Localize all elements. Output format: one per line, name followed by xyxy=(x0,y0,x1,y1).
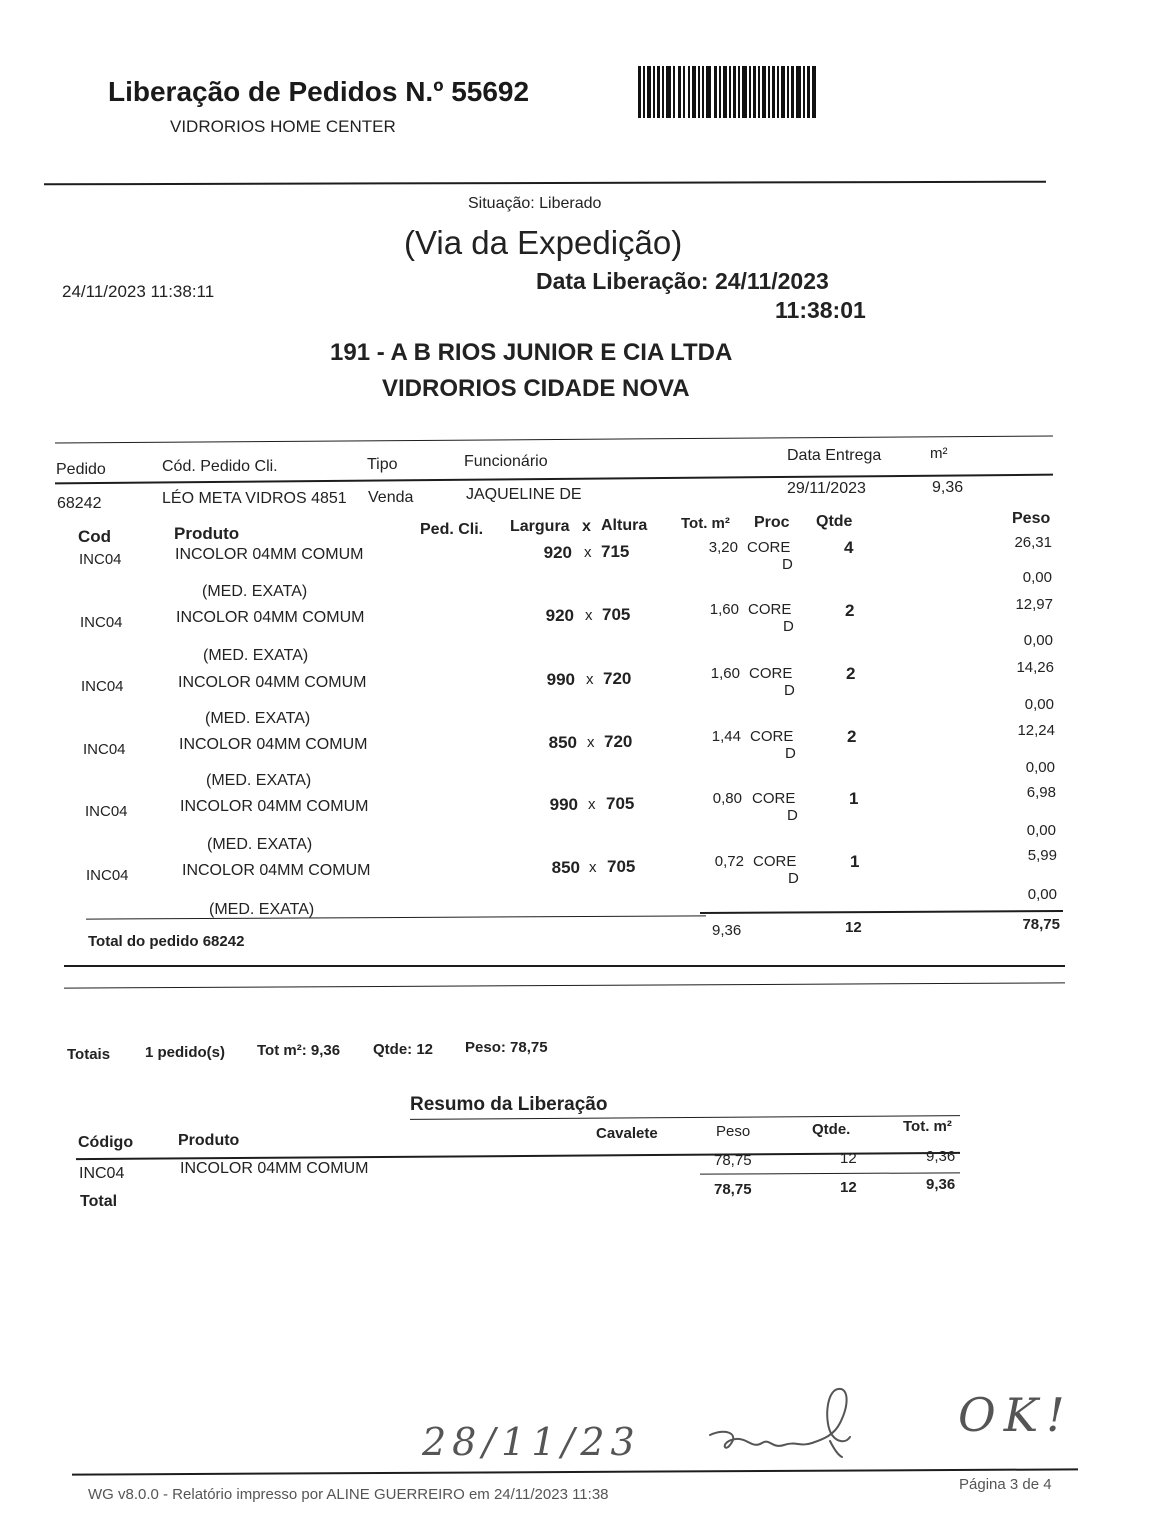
item-largura: 920 xyxy=(543,543,572,562)
item-qtde: 1 xyxy=(850,852,860,871)
item-qtde: 2 xyxy=(847,727,857,746)
item-peso: 5,99 xyxy=(1027,847,1057,864)
item-proc: CORE xyxy=(752,790,796,807)
item-cod: INC04 xyxy=(79,551,122,568)
resumo-col-tot-m2: Tot. m² xyxy=(903,1118,952,1135)
divider xyxy=(700,1172,960,1174)
col-peso: Peso xyxy=(1012,510,1051,527)
col-largura: Largura xyxy=(510,518,570,535)
item-tot-m2: 0,80 xyxy=(712,790,742,807)
handwritten-ok: OK! xyxy=(958,1388,1073,1442)
item-obs: (MED. EXATA) xyxy=(206,772,312,789)
col-altura: Altura xyxy=(601,517,648,534)
printed-by: WG v8.0.0 - Relatório impresso por ALINE GUERREIRO em 24/11/2023 11:38 xyxy=(88,1486,609,1503)
item-qtde: 1 xyxy=(849,789,859,808)
item-largura: 850 xyxy=(551,858,580,877)
divider xyxy=(64,965,1065,967)
item-proc: CORE xyxy=(750,728,794,745)
resumo-col-codigo: Código xyxy=(78,1134,134,1151)
total-pedido-peso: 78,75 xyxy=(1022,916,1060,933)
totais-peso: Peso: 78,75 xyxy=(465,1039,548,1056)
item-peso-extra: 0,00 xyxy=(1023,632,1053,649)
divider xyxy=(64,982,1065,988)
item-x: x xyxy=(586,671,594,688)
resumo-peso: 78,75 xyxy=(714,1152,752,1169)
item-proc-suffix: D xyxy=(784,682,795,699)
resumo-total-peso: 78,75 xyxy=(714,1181,752,1198)
label-m2: m² xyxy=(930,445,948,462)
item-proc-suffix: D xyxy=(785,745,796,762)
item-obs: (MED. EXATA) xyxy=(209,901,315,918)
item-altura: 705 xyxy=(602,605,631,624)
total-pedido-m2: 9,36 xyxy=(712,922,742,939)
item-largura: 990 xyxy=(549,795,578,814)
item-tot-m2: 1,60 xyxy=(709,601,739,618)
tipo-value: Venda xyxy=(368,489,414,506)
item-cod: INC04 xyxy=(86,867,129,884)
data-liberacao-time: 11:38:01 xyxy=(775,297,866,323)
item-qtde: 2 xyxy=(846,664,856,683)
col-ped-cli: Ped. Cli. xyxy=(420,521,484,538)
item-proc-suffix: D xyxy=(783,618,794,635)
item-produto: INCOLOR 04MM COMUM xyxy=(175,546,364,563)
via-title: (Via da Expedição) xyxy=(404,224,683,261)
item-obs: (MED. EXATA) xyxy=(202,583,308,600)
handwritten-date: 28/11/23 xyxy=(422,1420,641,1464)
item-produto: INCOLOR 04MM COMUM xyxy=(178,674,367,691)
item-x: x xyxy=(588,796,596,813)
divider xyxy=(76,1152,960,1160)
item-proc: CORE xyxy=(747,539,791,556)
item-peso: 14,26 xyxy=(1016,659,1054,676)
funcionario-value: JAQUELINE DE xyxy=(466,486,582,503)
item-proc-suffix: D xyxy=(787,807,798,824)
item-cod: INC04 xyxy=(83,741,126,758)
col-proc: Proc xyxy=(754,514,790,531)
document-title: Liberação de Pedidos N.º 55692 xyxy=(108,76,530,107)
m2-value: 9,36 xyxy=(932,479,964,496)
item-peso: 12,97 xyxy=(1015,596,1053,613)
item-cod: INC04 xyxy=(81,678,124,695)
item-cod: INC04 xyxy=(85,803,128,820)
print-datetime: 24/11/2023 11:38:11 xyxy=(62,282,215,301)
item-largura: 990 xyxy=(546,670,575,689)
item-altura: 715 xyxy=(601,542,630,561)
totais-label: Totais xyxy=(67,1046,111,1063)
item-x: x xyxy=(587,734,595,751)
item-tot-m2: 1,44 xyxy=(711,728,741,745)
item-peso-extra: 0,00 xyxy=(1024,696,1054,713)
resumo-col-cavalete: Cavalete xyxy=(596,1125,658,1142)
item-proc: CORE xyxy=(748,601,792,618)
item-cod: INC04 xyxy=(80,614,123,631)
item-peso-extra: 0,00 xyxy=(1027,886,1057,903)
item-tot-m2: 3,20 xyxy=(708,539,738,556)
resumo-total-tot-m2: 9,36 xyxy=(926,1176,956,1193)
item-largura: 920 xyxy=(545,606,574,625)
label-data-entrega: Data Entrega xyxy=(787,447,882,464)
footer-divider xyxy=(72,1468,1078,1475)
label-pedido: Pedido xyxy=(56,461,106,478)
page-number: Página 3 de 4 xyxy=(959,1476,1052,1493)
divider xyxy=(55,436,1053,444)
item-peso-extra: 0,00 xyxy=(1026,822,1056,839)
item-x: x xyxy=(584,544,592,561)
col-qtde: Qtde xyxy=(816,513,853,530)
resumo-col-peso: Peso xyxy=(716,1123,751,1140)
label-funcionario: Funcionário xyxy=(464,453,548,470)
item-peso-extra: 0,00 xyxy=(1022,569,1052,586)
totais-pedidos: 1 pedido(s) xyxy=(145,1044,226,1061)
company-name: VIDRORIOS HOME CENTER xyxy=(170,117,396,136)
resumo-col-produto: Produto xyxy=(178,1132,240,1149)
item-obs: (MED. EXATA) xyxy=(205,710,311,727)
data-liberacao: Data Liberação: 24/11/2023 xyxy=(536,268,829,294)
item-proc: CORE xyxy=(753,853,797,870)
item-proc-suffix: D xyxy=(788,870,799,887)
resumo-title: Resumo da Liberação xyxy=(410,1094,608,1115)
resumo-codigo: INC04 xyxy=(79,1165,125,1182)
item-peso-extra: 0,00 xyxy=(1025,759,1055,776)
item-x: x xyxy=(585,607,593,624)
resumo-produto: INCOLOR 04MM COMUM xyxy=(180,1160,369,1177)
divider xyxy=(44,181,1046,186)
item-tot-m2: 1,60 xyxy=(710,665,740,682)
item-proc-suffix: D xyxy=(782,556,793,573)
item-altura: 705 xyxy=(607,857,636,876)
item-altura: 705 xyxy=(606,794,635,813)
item-peso: 6,98 xyxy=(1026,784,1056,801)
item-qtde: 4 xyxy=(844,538,854,557)
pedido-number: 68242 xyxy=(57,495,102,512)
item-x: x xyxy=(589,859,597,876)
item-qtde: 2 xyxy=(845,601,855,620)
item-obs: (MED. EXATA) xyxy=(203,647,309,664)
label-cod-pedido-cli: Cód. Pedido Cli. xyxy=(162,458,278,475)
item-produto: INCOLOR 04MM COMUM xyxy=(182,862,371,879)
col-cod: Cod xyxy=(78,527,112,546)
totais-qtde: Qtde: 12 xyxy=(373,1041,434,1058)
divider xyxy=(700,910,1063,914)
col-produto: Produto xyxy=(174,524,240,543)
item-produto: INCOLOR 04MM COMUM xyxy=(179,736,368,753)
total-pedido-label: Total do pedido 68242 xyxy=(88,933,245,950)
barcode xyxy=(638,66,816,118)
cliente-loja: VIDRORIOS CIDADE NOVA xyxy=(382,375,690,402)
situacao-text: Situação: Liberado xyxy=(468,195,602,212)
col-x: x xyxy=(582,518,591,535)
resumo-col-qtde: Qtde. xyxy=(812,1121,851,1138)
item-proc: CORE xyxy=(749,665,793,682)
resumo-tot-m2: 9,36 xyxy=(926,1148,956,1165)
item-produto: INCOLOR 04MM COMUM xyxy=(180,798,369,815)
divider xyxy=(86,915,706,919)
label-tipo: Tipo xyxy=(367,456,398,473)
total-pedido-qtde: 12 xyxy=(845,919,862,936)
totais-m2: Tot m²: 9,36 xyxy=(257,1042,341,1059)
item-altura: 720 xyxy=(604,732,633,751)
signature xyxy=(700,1383,870,1473)
item-peso: 26,31 xyxy=(1014,534,1052,551)
resumo-total-qtde: 12 xyxy=(840,1179,857,1196)
item-tot-m2: 0,72 xyxy=(714,853,744,870)
item-obs: (MED. EXATA) xyxy=(207,836,313,853)
cliente-name: 191 - A B RIOS JUNIOR E CIA LTDA xyxy=(330,339,733,366)
col-tot-m2: Tot. m² xyxy=(681,515,730,532)
resumo-total-label: Total xyxy=(80,1193,118,1210)
data-entrega-value: 29/11/2023 xyxy=(787,480,866,497)
resumo-qtde: 12 xyxy=(840,1150,857,1167)
item-produto: INCOLOR 04MM COMUM xyxy=(176,609,365,626)
item-peso: 12,24 xyxy=(1017,722,1055,739)
item-largura: 850 xyxy=(548,733,577,752)
cod-pedido-cli: LÉO META VIDROS 4851 xyxy=(162,490,347,507)
item-altura: 720 xyxy=(603,669,632,688)
